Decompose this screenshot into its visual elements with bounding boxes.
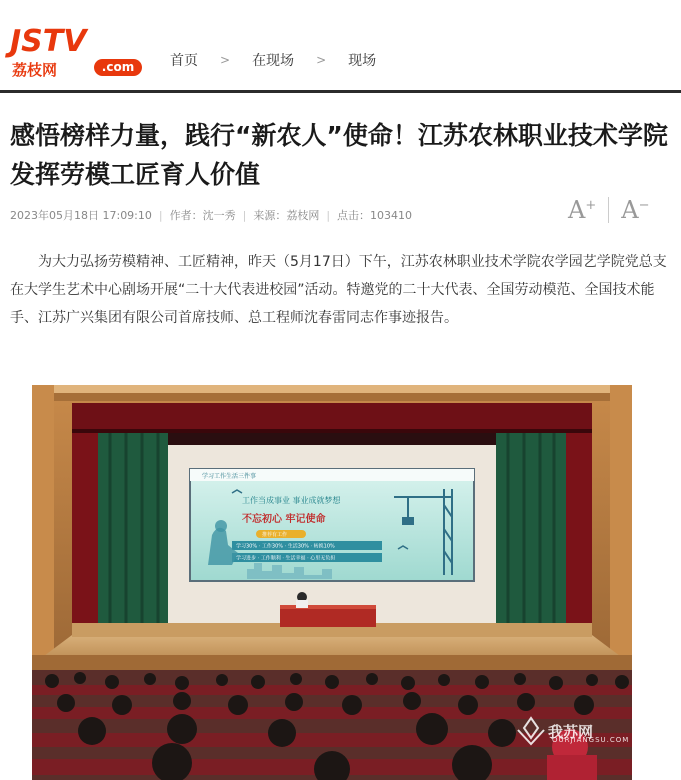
watermark-text: 我苏网 (548, 722, 594, 741)
article-author: 作者：沈一秀 (169, 209, 236, 222)
watermark-subtext: OURJIANGSU.COM (552, 736, 630, 744)
watermark-logo (514, 716, 630, 746)
screen-slogan-1: 工作当成事业 事业成就梦想 (242, 496, 341, 505)
breadcrumb-home[interactable]: 首页 (170, 53, 198, 69)
article-paragraph: 为大力弘扬劳模精神、工匠精神，昨天（5月17日）下午，江苏农林职业技术学院农学园艺学院党总支在大学生艺术中心剧场开展“二十大代表进校园”活动。特邀党的二十大代表、全国劳动模范、全国技术能手、江苏广兴集团有限公司首席技师、总工程师沈春雷同志作事迹报告。 (10, 254, 667, 326)
font-increase-button[interactable]: A+ (568, 196, 597, 224)
breadcrumb-scene[interactable]: 现场 (348, 53, 377, 69)
screen-bar-1: 学习30% · 工作30% · 生活30% · 转换10% (236, 543, 335, 550)
screen-slogan-2: 不忘初心 牢记使命 (242, 514, 326, 525)
click-count: 点击：103410 (337, 209, 413, 222)
breadcrumb-on-site[interactable]: 在现场 (252, 53, 295, 69)
flower-icon (514, 716, 548, 746)
font-decrease-button[interactable]: A− (621, 196, 650, 224)
breadcrumb (170, 50, 376, 70)
logo-wordmark: JSTV (10, 24, 87, 59)
site-logo[interactable] (10, 24, 142, 79)
article-source: 来源：荔枝网 (253, 209, 320, 222)
chevron-right-icon: > (220, 53, 231, 67)
article-meta: 2023年05月18日 17:09:10 | 作者：沈一秀 | 来源：荔枝网 | 点击：103410 (10, 208, 413, 222)
screen-header-text: 学习工作生活三件事 (202, 473, 257, 480)
screen-pill: 推荐有工作 (262, 532, 288, 538)
font-size-controls (568, 196, 650, 224)
article-title: 感悟榜样力量，践行“新农人”使命！江苏农林职业技术学院发挥劳模工匠育人价值 (10, 121, 668, 189)
header-divider (0, 90, 681, 93)
logo-cn-name: 荔枝网 (12, 61, 58, 79)
chevron-right-icon: > (316, 53, 327, 67)
logo-domain-badge: .com (94, 59, 142, 76)
screen-bar-2: 学习进步 · 工作顺利 · 生活幸福 · 心里无负担 (236, 555, 336, 562)
site-header (0, 0, 681, 90)
publish-date: 2023年05月18日 17:09:10 (10, 209, 152, 222)
